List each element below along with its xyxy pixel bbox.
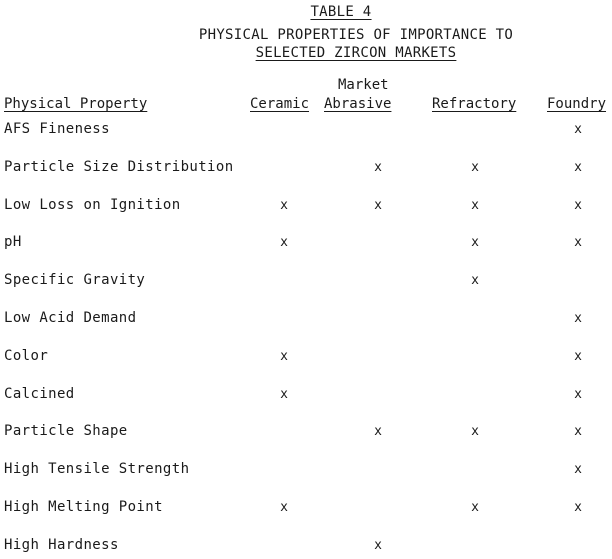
property-label: Specific Gravity — [4, 272, 146, 289]
mark-abrasive: x — [374, 197, 382, 213]
mark-foundry: x — [574, 122, 582, 137]
table-row — [0, 310, 612, 332]
header-physical-property: Physical Property — [4, 96, 148, 112]
property-label: AFS Fineness — [4, 121, 110, 137]
mark-foundry: x — [574, 235, 582, 251]
mark-refractory: x — [471, 197, 479, 213]
mark-refractory: x — [471, 235, 479, 251]
property-label: pH — [4, 234, 22, 251]
table-title-line1: PHYSICAL PROPERTIES OF IMPORTANCE TO — [198, 27, 514, 43]
header-refractory: Refractory — [432, 96, 517, 112]
property-label: Low Loss on Ignition — [4, 196, 181, 213]
mark-ceramic: x — [280, 348, 288, 364]
mark-foundry: x — [574, 462, 582, 478]
mark-refractory: x — [471, 424, 479, 440]
mark-foundry: x — [574, 348, 582, 364]
mark-abrasive: x — [374, 424, 382, 440]
table-row — [0, 121, 612, 143]
property-label: Low Acid Demand — [4, 310, 137, 326]
table-row — [0, 197, 612, 219]
mark-refractory: x — [471, 273, 479, 289]
table-row — [0, 537, 612, 559]
mark-foundry: x — [574, 197, 582, 213]
mark-refractory: x — [471, 159, 479, 175]
mark-ceramic: x — [280, 386, 288, 402]
header-foundry: Foundry — [547, 96, 607, 112]
mark-ceramic: x — [280, 197, 288, 213]
table-label: TABLE 4 — [310, 4, 372, 20]
property-label: Color — [4, 347, 49, 364]
mark-foundry: x — [574, 311, 582, 326]
property-label: Calcined — [4, 385, 75, 402]
table-row — [0, 272, 612, 294]
mark-ceramic: x — [280, 235, 288, 251]
mark-foundry: x — [574, 386, 582, 402]
table-row — [0, 423, 612, 445]
table-row — [0, 499, 612, 521]
property-label: High Tensile Strength — [4, 461, 190, 478]
header-market: Market — [338, 77, 389, 93]
mark-ceramic: x — [280, 500, 288, 515]
header-ceramic: Ceramic — [250, 96, 310, 112]
mark-abrasive: x — [374, 159, 382, 175]
mark-foundry: x — [574, 159, 582, 175]
table-row — [0, 386, 612, 408]
table-row — [0, 461, 612, 483]
mark-foundry: x — [574, 424, 582, 440]
table-row — [0, 159, 612, 181]
header-abrasive: Abrasive — [324, 96, 392, 112]
mark-refractory: x — [471, 500, 479, 515]
mark-abrasive: x — [374, 537, 382, 553]
property-label: High Melting Point — [4, 499, 163, 515]
table-row — [0, 234, 612, 256]
property-label: Particle Size Distribution — [4, 158, 234, 175]
mark-foundry: x — [574, 500, 582, 515]
table-row — [0, 348, 612, 370]
property-label: Particle Shape — [4, 423, 128, 440]
property-label: High Hardness — [4, 536, 119, 553]
table-title-line2: SELECTED ZIRCON MARKETS — [255, 45, 457, 61]
